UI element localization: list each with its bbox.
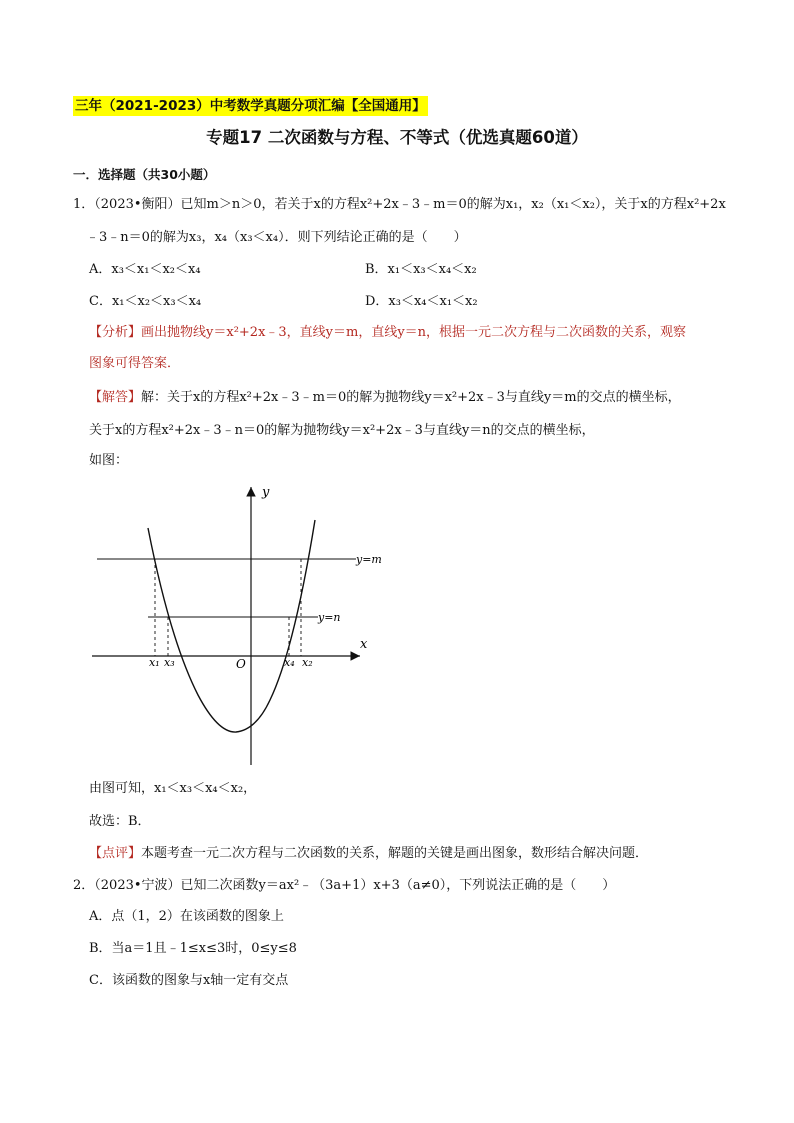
- y-axis-label: y: [262, 485, 270, 500]
- answer-text: 解：关于x的方程x²+2x﹣3﹣m＝0的解为抛物线y＝x²+2x﹣3与直线y＝m的交点的横坐标，: [141, 390, 681, 405]
- q1-analysis-line1: [89, 323, 686, 343]
- parabola-figure: [0, 470, 794, 800]
- q1-answer-line1: [89, 388, 681, 408]
- section-heading: 一．选择题（共30小题）: [73, 167, 216, 182]
- analysis-tag: 【分析】: [89, 325, 142, 340]
- q2-stem: 2．（2023•宁波）已知二次函数y＝ax²﹣（3a+1）x+3（a≠0），下列说法正确的是（ ）: [73, 878, 616, 893]
- series-banner: 三年（2021-2023）中考数学真题分项汇编【全国通用】: [75, 98, 426, 114]
- q1-option-c: C．x₁＜x₂＜x₃＜x₄: [89, 294, 202, 309]
- comment-tag: 【点评】: [89, 846, 142, 861]
- q2-option-b: B．当a＝1且﹣1≤x≤3时，0≤y≤8: [89, 941, 297, 956]
- q1-option-a: A．x₃＜x₁＜x₂＜x₄: [89, 262, 201, 277]
- analysis-text: 画出抛物线y＝x²+2x﹣3，直线y＝m，直线y＝n，根据一元二次方程与二次函数的关系，观察: [141, 325, 687, 340]
- q1-conclusion: 由图可知，x₁＜x₃＜x₄＜x₂，: [89, 781, 257, 796]
- line-n-label: y=n: [318, 611, 341, 624]
- x2-label: x₂: [302, 656, 313, 669]
- q1-comment: [89, 844, 648, 864]
- document-title: 专题17 二次函数与方程、不等式（优选真题60道）: [206, 128, 588, 147]
- q1-stem-line1: 1．（2023•衡阳）已知m＞n＞0，若关于x的方程x²+2x﹣3﹣m＝0的解为x₁，x₂（x₁＜x₂），关于x的方程x²+2x: [73, 197, 726, 212]
- q2-option-a: A．点（1，2）在该函数的图象上: [89, 909, 284, 924]
- parabola-curve: [148, 520, 315, 732]
- answer-tag: 【解答】: [89, 390, 142, 405]
- q1-option-d: D．x₃＜x₄＜x₁＜x₂: [365, 294, 478, 309]
- q1-option-b: B．x₁＜x₃＜x₄＜x₂: [365, 262, 477, 277]
- x4-label: x₄: [284, 656, 295, 669]
- q1-choice: 故选：B．: [89, 814, 151, 829]
- q1-analysis-line2: 图象可得答案．: [89, 356, 181, 371]
- q1-answer-line2: 关于x的方程x²+2x﹣3﹣n＝0的解为抛物线y＝x²+2x﹣3与直线y＝n的交点的横坐标，: [89, 423, 595, 438]
- x-axis-label: x: [360, 637, 368, 652]
- origin-label: O: [236, 657, 246, 671]
- x1-label: x₁: [149, 656, 160, 669]
- q1-stem-line2: ﹣3﹣n＝0的解为x₃，x₄（x₃＜x₄）．则下列结论正确的是（ ）: [86, 230, 467, 245]
- line-m-label: y=m: [356, 553, 382, 566]
- x3-label: x₃: [164, 656, 175, 669]
- comment-text: 本题考查一元二次方程与二次函数的关系，解题的关键是画出图象，数形结合解决问题．: [141, 846, 649, 861]
- q1-answer-line3: 如图：: [89, 453, 129, 468]
- q2-option-c: C．该函数的图象与x轴一定有交点: [89, 973, 289, 988]
